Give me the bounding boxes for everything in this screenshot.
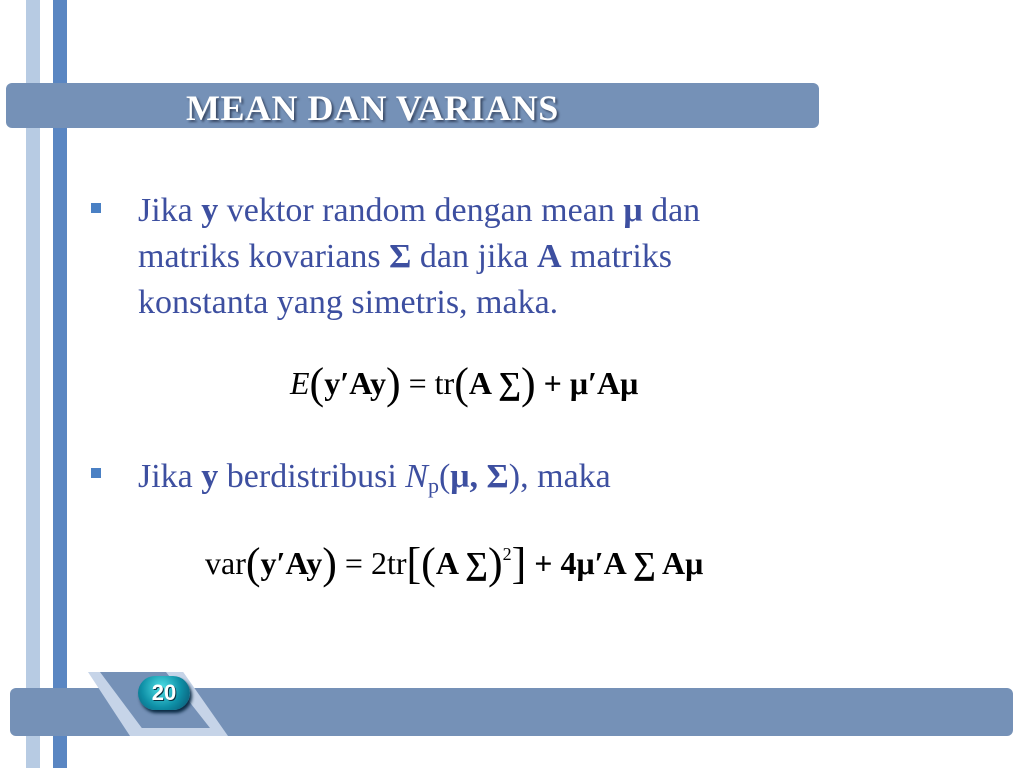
bullet-marker	[91, 468, 101, 478]
page-number-badge	[138, 676, 190, 710]
formula-variance: var(y′Ay) = 2tr[(A ∑)$^2$] + 4μ′A ∑ Aμ	[205, 539, 704, 588]
slide-title: MEAN DAN VARIANS	[186, 88, 559, 128]
formula-expectation: E(y′Ay) = tr(A ∑) + μ′Aμ	[290, 359, 639, 408]
bullet-text-1: Jika y vektor random dengan mean μ dan matriks kovarians Σ dan jika A matriks konstanta yang simetris, maka.	[138, 192, 701, 321]
bullet-marker	[91, 203, 101, 213]
bullet-text-2: Jika y berdistribusi $N_p(\mu$, Σ), maka	[138, 458, 611, 498]
page-number: 20	[151, 680, 177, 705]
